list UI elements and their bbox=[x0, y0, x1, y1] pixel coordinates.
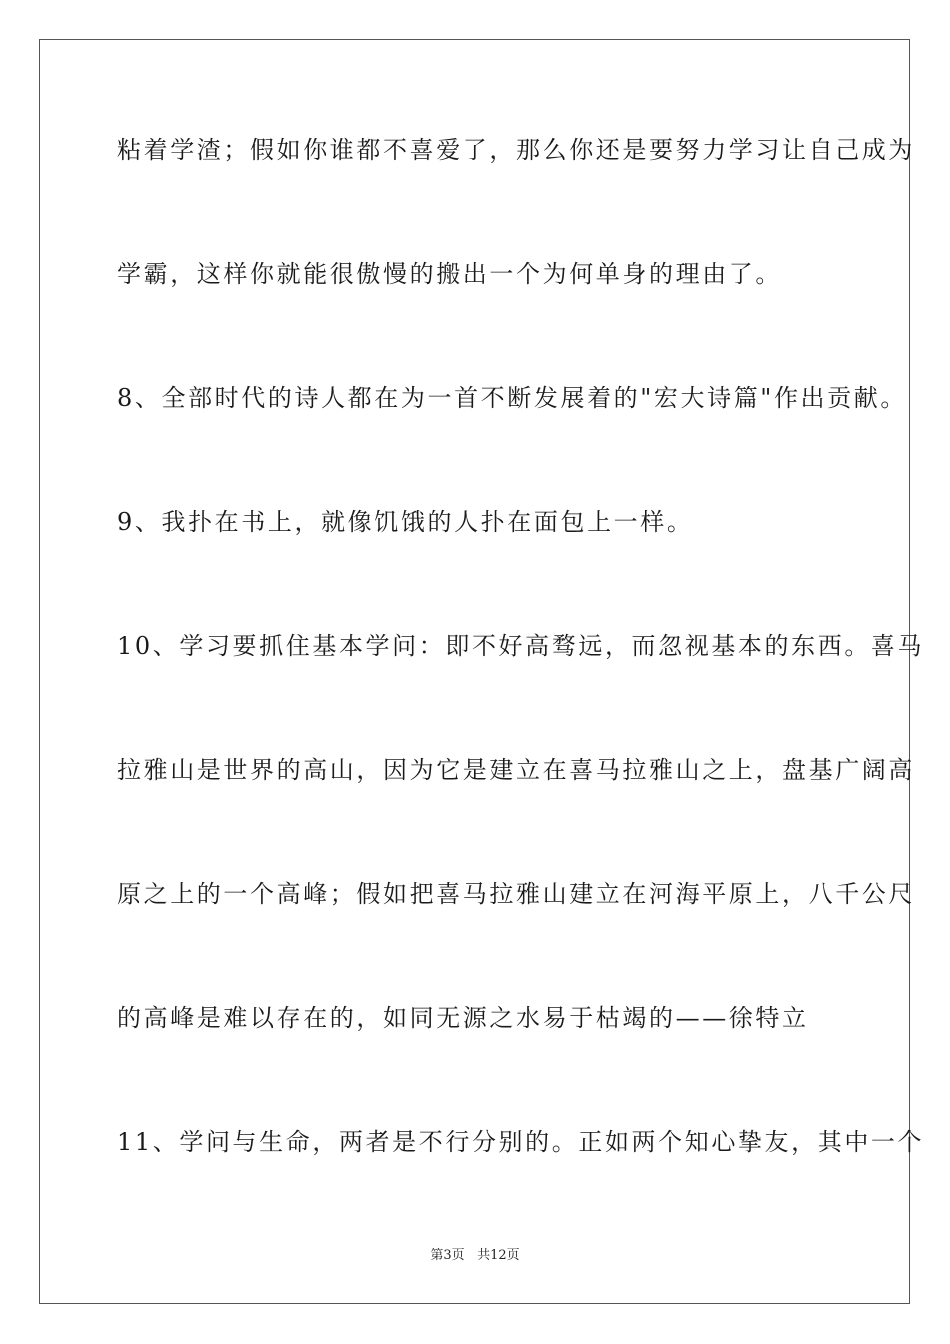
text-line-1: 粘着学渣；假如你谁都不喜爱了，那么你还是要努力学习让自己成为 bbox=[117, 136, 915, 164]
text-line-5: 10、学习要抓住基本学问：即不好高骛远，而忽视基本的东西。喜马 bbox=[117, 632, 925, 660]
text-line-6: 拉雅山是世界的高山，因为它是建立在喜马拉雅山之上，盘基广阔高 bbox=[117, 756, 915, 784]
page-total: 共12页 bbox=[477, 1248, 520, 1263]
text-line-2: 学霸，这样你就能很傲慢的搬出一个为何单身的理由了。 bbox=[117, 260, 782, 288]
text-line-7: 原之上的一个高峰；假如把喜马拉雅山建立在河海平原上，八千公尺 bbox=[117, 880, 915, 908]
text-line-4: 9、我扑在书上，就像饥饿的人扑在面包上一样。 bbox=[117, 508, 694, 536]
page-footer bbox=[0, 1248, 950, 1264]
page-number: 第3页 bbox=[430, 1248, 465, 1263]
text-line-3: 8、全部时代的诗人都在为一首不断发展着的"宏大诗篇"作出贡献。 bbox=[117, 384, 907, 412]
page-border bbox=[39, 39, 925, 1304]
text-line-9: 11、学问与生命，两者是不行分别的。正如两个知心挚友，其中一个 bbox=[117, 1128, 925, 1156]
text-line-8: 的高峰是难以存在的，如同无源之水易于枯竭的——徐特立 bbox=[117, 1004, 809, 1032]
